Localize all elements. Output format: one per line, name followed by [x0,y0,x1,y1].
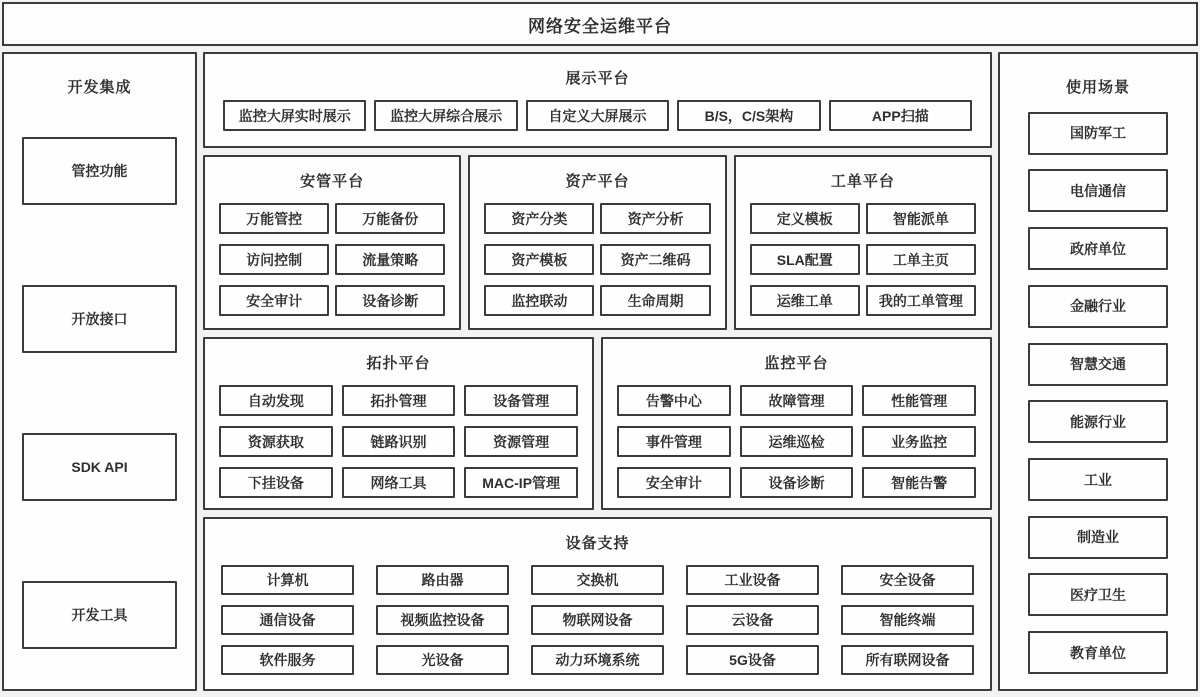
asset-platform-box: 监控联动 [484,285,594,316]
monitor-platform-box: 安全审计 [617,467,731,498]
device-support-box: 光设备 [376,645,509,675]
asset-platform-box: 生命周期 [600,285,710,316]
topology-platform-header: 拓扑平台 [366,355,431,372]
topology-platform-box: 拓扑管理 [342,385,456,416]
section-display-platform [203,52,992,148]
security-platform-box: 安全审计 [219,285,329,316]
use-case-box: 政府单位 [1028,227,1168,270]
topology-platform-box: 链路识别 [342,426,456,457]
security-platform-items [205,203,459,330]
device-support-box: 智能终端 [841,605,974,635]
right-panel-items [1000,97,1196,689]
device-support-box: 动力环境系统 [531,645,664,675]
topology-platform-items [205,385,592,514]
use-case-box: 国防军工 [1028,112,1168,155]
device-support-box: 云设备 [686,605,819,635]
section-device-support [203,517,992,691]
use-case-box: 教育单位 [1028,631,1168,674]
asset-platform-box: 资产模板 [484,244,594,275]
asset-platform-box: 资产分析 [600,203,710,234]
display-platform-items [205,100,990,145]
asset-platform-box: 资产分类 [484,203,594,234]
device-support-box: 所有联网设备 [841,645,974,675]
right-panel-header: 使用场景 [1065,79,1130,96]
device-support-box: 路由器 [376,565,509,595]
display-platform-box: 自定义大屏展示 [526,100,669,131]
section-topology-platform [203,337,594,510]
monitor-platform-box: 设备诊断 [740,467,854,498]
ticket-platform-box: 智能派单 [866,203,976,234]
main-area [203,52,992,691]
topology-platform-box: 下挂设备 [219,467,333,498]
left-panel-box: 开放接口 [22,285,177,353]
monitor-platform-box: 性能管理 [862,385,976,416]
monitor-platform-box: 事件管理 [617,426,731,457]
security-platform-header: 安管平台 [300,173,365,190]
left-panel-header: 开发集成 [67,79,132,96]
monitor-platform-box: 告警中心 [617,385,731,416]
topology-platform-box: 资源管理 [464,426,578,457]
use-case-box: 制造业 [1028,516,1168,559]
security-platform-box: 访问控制 [219,244,329,275]
monitor-platform-items [603,385,990,514]
display-platform-box: 监控大屏实时展示 [223,100,366,131]
section-ticket-platform [734,155,992,330]
left-panel-box: SDK API [22,433,177,501]
device-support-box: 安全设备 [841,565,974,595]
ticket-platform-box: 我的工单管理 [866,285,976,316]
device-support-box: 软件服务 [221,645,354,675]
monitor-platform-box: 运维巡检 [740,426,854,457]
device-support-box: 计算机 [221,565,354,595]
device-support-box: 工业设备 [686,565,819,595]
security-platform-box: 流量策略 [335,244,445,275]
topology-platform-box: 资源获取 [219,426,333,457]
asset-platform-box: 资产二维码 [600,244,710,275]
monitor-platform-box: 故障管理 [740,385,854,416]
topology-platform-box: 网络工具 [342,467,456,498]
ticket-platform-box: 工单主页 [866,244,976,275]
display-platform-box: APP扫描 [829,100,972,131]
section-monitor-platform [601,337,992,510]
use-case-box: 工业 [1028,458,1168,501]
device-support-header: 设备支持 [565,535,630,552]
monitor-platform-box: 智能告警 [862,467,976,498]
use-case-box: 智慧交通 [1028,343,1168,386]
platforms-row-2 [203,337,992,510]
section-asset-platform [468,155,726,330]
diagram-body [0,52,1200,694]
use-case-box: 金融行业 [1028,285,1168,328]
display-platform-header: 展示平台 [565,70,630,87]
device-support-box: 通信设备 [221,605,354,635]
topology-platform-box: MAC-IP管理 [464,467,578,498]
left-panel-dev-integration [2,52,197,691]
device-support-items [205,565,990,689]
monitor-platform-box: 业务监控 [862,426,976,457]
diagram-title: 网络安全运维平台 [2,2,1198,46]
left-panel-box: 开发工具 [22,581,177,649]
display-platform-box: 监控大屏综合展示 [374,100,517,131]
device-support-box: 视频监控设备 [376,605,509,635]
topology-platform-box: 设备管理 [464,385,578,416]
security-platform-box: 设备诊断 [335,285,445,316]
asset-platform-items [470,203,724,330]
ticket-platform-box: 运维工单 [750,285,860,316]
use-case-box: 电信通信 [1028,169,1168,212]
left-panel-box: 管控功能 [22,137,177,205]
platforms-row-1 [203,155,992,330]
ticket-platform-items [736,203,990,330]
security-platform-box: 万能管控 [219,203,329,234]
device-support-box: 5G设备 [686,645,819,675]
ticket-platform-header: 工单平台 [830,173,895,190]
device-support-box: 交换机 [531,565,664,595]
device-support-box: 物联网设备 [531,605,664,635]
section-security-platform [203,155,461,330]
display-platform-box: B/S，C/S架构 [677,100,820,131]
left-panel-items [4,97,195,689]
use-case-box: 医疗卫生 [1028,573,1168,616]
topology-platform-box: 自动发现 [219,385,333,416]
ticket-platform-box: 定义模板 [750,203,860,234]
right-panel-use-cases [998,52,1198,691]
monitor-platform-header: 监控平台 [764,355,829,372]
use-case-box: 能源行业 [1028,400,1168,443]
security-platform-box: 万能备份 [335,203,445,234]
asset-platform-header: 资产平台 [565,173,630,190]
ticket-platform-box: SLA配置 [750,244,860,275]
